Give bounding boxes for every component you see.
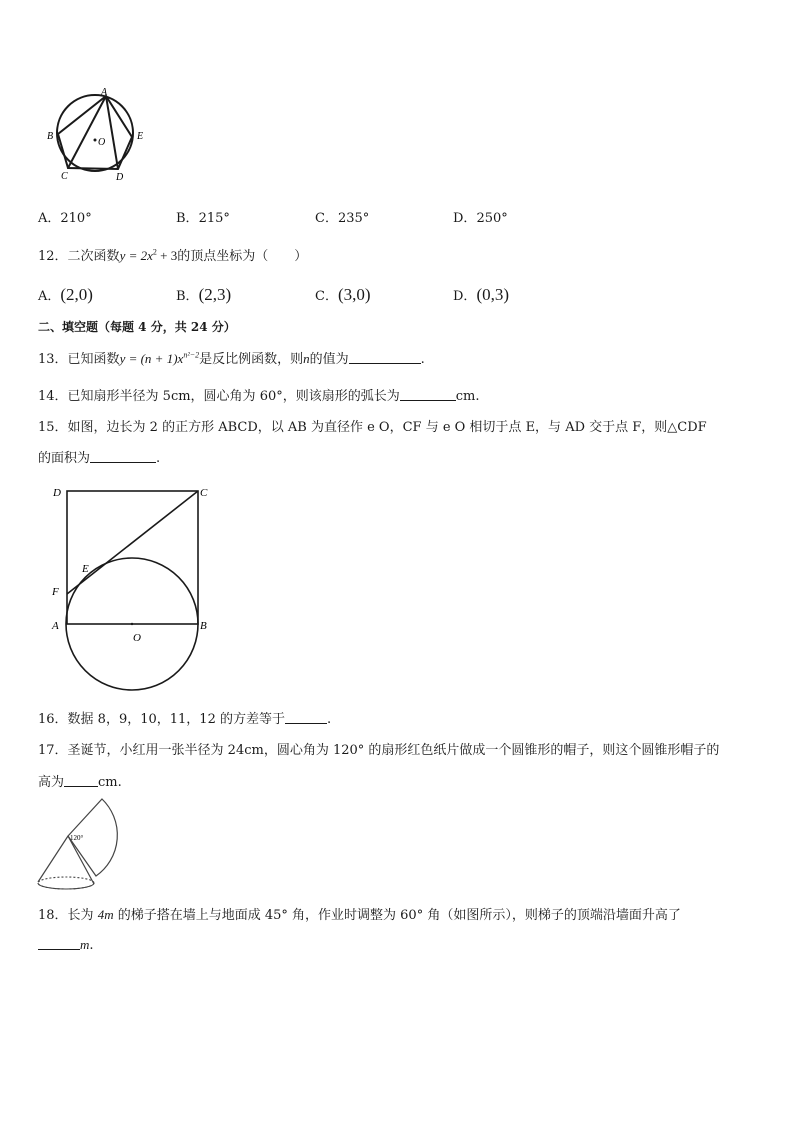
q12-option-d[interactable]: D．(0,3): [453, 285, 510, 304]
label-o: O: [133, 632, 141, 644]
label-o: O: [98, 137, 106, 148]
q13-answer-blank[interactable]: [349, 351, 421, 364]
label-b: B: [47, 131, 54, 142]
q15-stem-line2: 的面积为 .: [38, 451, 161, 466]
q11-option-d[interactable]: D．250°: [453, 211, 508, 226]
section-title: 二、填空题（每题 4 分，共 24 分）: [38, 320, 236, 334]
q12-option-a[interactable]: A．(2,0): [38, 285, 93, 304]
q12-option-c[interactable]: C．(3,0): [315, 285, 371, 304]
q15-answer-blank[interactable]: [90, 450, 156, 463]
q18-stem-line1: 18．长为 4m 的梯子搭在墙上与地面成 45° 角，作业时调整为 60° 角（如图所示），则梯子的顶端沿墙面升高了: [38, 907, 681, 923]
q14-answer-blank[interactable]: [400, 388, 456, 401]
label-d: D: [53, 487, 61, 499]
q11-option-c[interactable]: C．235°: [315, 211, 370, 226]
label-c: C: [61, 171, 68, 182]
label-c: C: [200, 487, 208, 499]
q17-answer-blank[interactable]: [64, 774, 98, 787]
q15-stem-line1: 15．如图，边长为 2 的正方形 ABCD，以 AB 为直径作 e O，CF 与 e O 相切于点 E，与 AD 交于点 F，则△CDF: [38, 420, 707, 435]
q17-stem-line2: 高为 cm.: [38, 775, 122, 790]
label-e: E: [137, 131, 144, 142]
q17-stem-line1: 17．圣诞节，小红用一张半径为 24cm，圆心角为 120° 的扇形红色纸片做成一个圆锥形的帽子，则这个圆锥形帽子的: [38, 743, 720, 758]
q11-figure: [40, 82, 160, 188]
q18-stem-line2: m.: [38, 937, 94, 953]
q12-option-b[interactable]: B．(2,3): [176, 285, 232, 304]
q16-answer-blank[interactable]: [285, 711, 327, 724]
label-a: A: [52, 620, 59, 632]
label-e: E: [82, 563, 89, 575]
q15-figure: [40, 480, 230, 692]
q16-stem: 16．数据 8，9，10，11，12 的方差等于 .: [38, 712, 332, 727]
q17-figure: [34, 794, 134, 894]
label-a: A: [101, 87, 108, 98]
q13-stem: 13．已知函数$y = (n + 1)x^{n^2-2}$是反比例函数，则n的值为 .: [38, 350, 425, 367]
q14-stem: 14．已知扇形半径为 5cm，圆心角为 60°，则该扇形的弧长为 cm.: [38, 389, 480, 404]
label-b: B: [200, 620, 207, 632]
angle-label: 120°: [70, 834, 84, 842]
label-f: F: [52, 586, 59, 598]
q11-option-b[interactable]: B．215°: [176, 211, 230, 226]
q11-option-a[interactable]: A．210°: [38, 211, 92, 226]
q18-answer-blank[interactable]: [38, 937, 80, 950]
label-d: D: [116, 172, 124, 183]
q12-stem: 12．二次函数$y = 2x^2 + 3$的顶点坐标为（ ）: [38, 247, 308, 264]
